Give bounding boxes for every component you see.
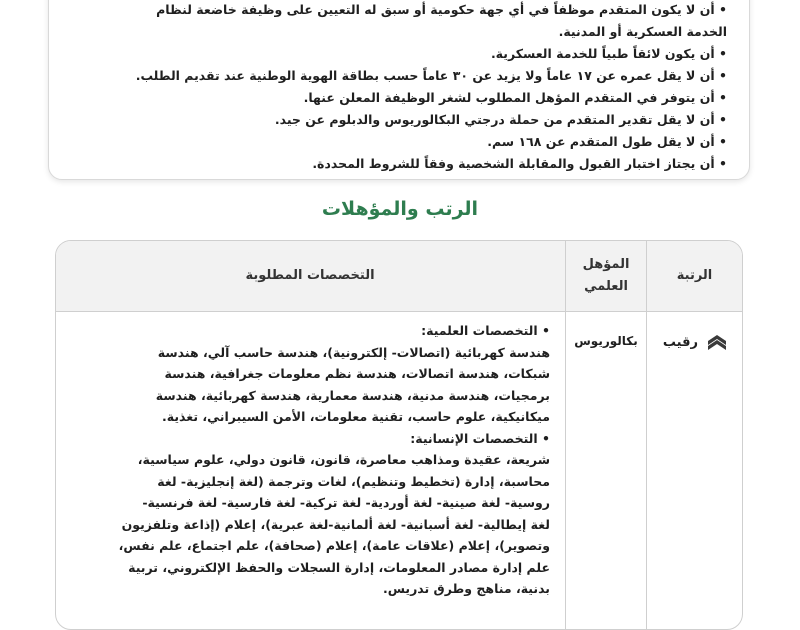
condition-line: • أن يتوفر في المتقدم المؤهل المطلوب لشغر الوظيفة المعلن عنها. [303, 90, 727, 105]
spec-line: بدنية، مناهج وطرق تدريس. [382, 581, 550, 596]
specializations-cell [66, 320, 550, 600]
spec-line: روسية- لغة صينية- لغة أوردية- لغة تركية- لغة فارسية- لغة فرنسية- [142, 495, 550, 510]
spec-line: محاسبة، إدارة (تخطيط وتنظيم)، لغات وترجمة (لغة إنجليزية- لغة [157, 473, 550, 489]
rank-label: رقيب [662, 334, 698, 350]
spec-line: ميكانيكية، علوم حاسب، تقنية معلومات، الأمن السيبراني، تغذية. [162, 409, 550, 424]
ranks-table [55, 240, 743, 630]
condition-line: • أن يجتاز اختبار القبول والمقابلة الشخصية وفقاً للشروط المحددة. [312, 156, 727, 171]
header-rank: الرتبة [676, 268, 713, 283]
header-qualification-line1: المؤهل [582, 257, 630, 272]
header-qualification [566, 241, 646, 311]
spec-line: شريعة، عقيدة ومذاهب معاصرة، قانون، قانون دولي، علوم سياسية، [137, 452, 550, 467]
conditions-card [48, 0, 750, 180]
spec-line: • التخصصات العلمية: [421, 323, 550, 338]
condition-line: • أن لا يقل طول المتقدم عن ١٦٨ سم. [487, 134, 727, 149]
condition-line: الخدمة العسكرية أو المدنية. [558, 24, 727, 39]
spec-line: برمجيات، هندسة مدنية، هندسة معمارية، هندسة كهربائية، هندسة [155, 387, 550, 403]
table-row [56, 312, 742, 630]
condition-line: • أن يكون لائقاً طبياً للخدمة العسكرية. [490, 46, 727, 61]
condition-line: • أن لا يقل عمره عن ١٧ عاماً ولا يزيد عن ٣٠ عاماً حسب بطاقة الهوية الوطنية عند تقديم الطلب. [135, 68, 727, 83]
spec-line: • التخصصات الإنسانية: [410, 430, 550, 446]
condition-line: • أن لا يقل تقدير المتقدم من حملة درجتي البكالوريوس والدبلوم عن جيد. [274, 112, 727, 127]
header-qualification-line2: العلمي [584, 279, 628, 294]
condition-line: • أن لا يكون المتقدم موظفاً في أي جهة حكومية أو سبق له التعيين على وظيفة خاضعة لنظام [156, 2, 727, 17]
rank-cell [663, 332, 728, 352]
spec-line: هندسة كهربائية (اتصالات- إلكترونية)، هندسة حاسب آلي، هندسة [157, 344, 550, 360]
rank-chevron-icon [706, 332, 728, 352]
spec-line: علم إدارة مصادر المعلومات، إدارة السجلات والحفظ الإلكتروني، تربية [128, 559, 550, 575]
spec-line: وتصوير)، إعلام (علاقات عامة)، إعلام (صحافة)، علم اجتماع، علم نفس، [118, 538, 550, 553]
spec-line: شبكات، هندسة اتصالات، هندسة نظم معلومات جغرافية، هندسة [164, 366, 550, 381]
header-specializations: التخصصات المطلوبة [245, 268, 375, 283]
qualification-cell: بكالوريوس [574, 334, 638, 348]
section-title: الرتب والمؤهلات [321, 198, 479, 220]
spec-line: لغة إيطالية- لغة أسبانية- لغة ألمانية-لغة عبرية)، إعلام (إذاعة وتلفزيون [121, 516, 550, 532]
table-header [56, 241, 742, 312]
